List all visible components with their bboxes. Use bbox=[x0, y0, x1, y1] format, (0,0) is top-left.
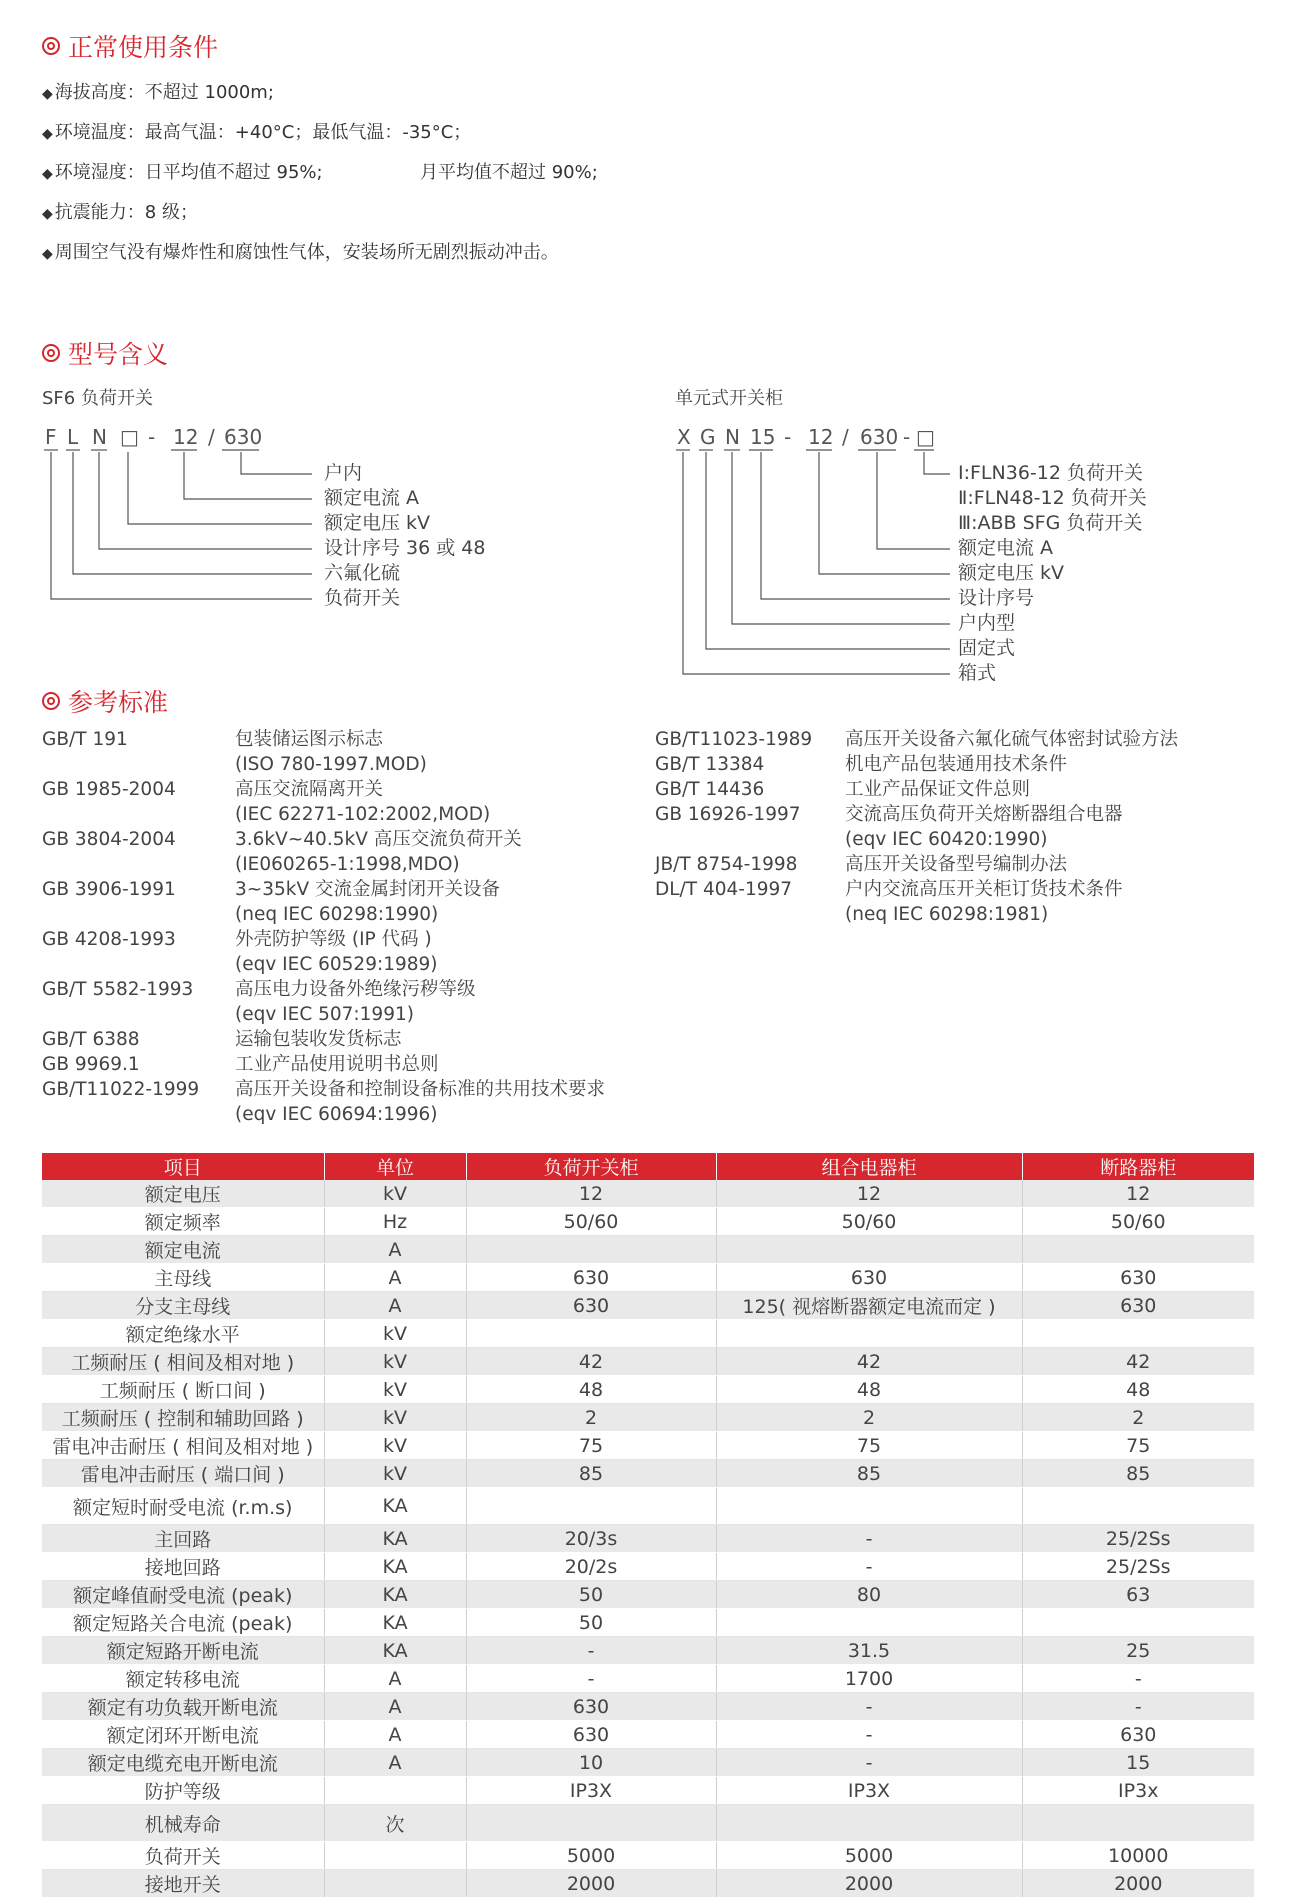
standard-desc: 外壳防护等级 (IP 代码 ) bbox=[235, 929, 432, 950]
table-cell: - bbox=[466, 1637, 716, 1665]
model-code-char: X bbox=[677, 425, 691, 449]
table-row bbox=[42, 1264, 1254, 1292]
table-cell: 额定电压 bbox=[42, 1180, 324, 1208]
standard-desc: (ISO 780-1997.MOD) bbox=[235, 754, 427, 775]
table-row bbox=[42, 1870, 1254, 1898]
model-code-char: G bbox=[700, 425, 716, 449]
condition-item bbox=[42, 158, 323, 184]
table-cell: 12 bbox=[1022, 1180, 1254, 1208]
model-title-text: 型号含义 bbox=[68, 340, 169, 369]
table-cell: KA bbox=[324, 1488, 466, 1525]
table-cell: A bbox=[324, 1749, 466, 1777]
standard-desc: 工业产品保证文件总则 bbox=[845, 779, 1031, 800]
table-cell: 雷电冲击耐压 ( 端口间 ) bbox=[42, 1460, 324, 1488]
condition-item bbox=[42, 78, 274, 104]
standard-code: GB 3804-2004 bbox=[42, 829, 176, 850]
table-cell: kV bbox=[324, 1432, 466, 1460]
table-row bbox=[42, 1665, 1254, 1693]
table-cell: 31.5 bbox=[716, 1637, 1022, 1665]
table-cell: A bbox=[324, 1264, 466, 1292]
section-title-standards bbox=[42, 683, 168, 719]
table-cell: 分支主母线 bbox=[42, 1292, 324, 1320]
spec-table bbox=[42, 1153, 1254, 1898]
model-desc: 额定电压 kV bbox=[324, 512, 431, 534]
standard-code: GB 16926-1997 bbox=[655, 804, 801, 825]
table-cell bbox=[716, 1488, 1022, 1525]
standard-code: GB/T 13384 bbox=[655, 754, 765, 775]
table-cell: 工频耐压 ( 相间及相对地 ) bbox=[42, 1348, 324, 1376]
table-cell: 75 bbox=[1022, 1432, 1254, 1460]
table-cell: 额定有功负载开断电流 bbox=[42, 1693, 324, 1721]
table-cell bbox=[466, 1805, 716, 1842]
standard-code: DL/T 404-1997 bbox=[655, 879, 793, 900]
table-cell bbox=[716, 1609, 1022, 1637]
table-cell: 50/60 bbox=[466, 1208, 716, 1236]
table-cell: 42 bbox=[1022, 1348, 1254, 1376]
table-cell: 85 bbox=[466, 1460, 716, 1488]
diamond-bullet-icon: ◆ bbox=[42, 166, 53, 182]
condition-item bbox=[42, 118, 471, 144]
table-cell: 12 bbox=[716, 1180, 1022, 1208]
table-row bbox=[42, 1292, 1254, 1320]
standard-code: GB 4208-1993 bbox=[42, 929, 176, 950]
table-cell: 额定转移电流 bbox=[42, 1665, 324, 1693]
standard-code: GB 1985-2004 bbox=[42, 779, 176, 800]
table-cell: 1700 bbox=[716, 1665, 1022, 1693]
standard-code: GB/T11022-1999 bbox=[42, 1079, 200, 1100]
table-header-cell: 项目 bbox=[42, 1153, 324, 1180]
table-cell: 雷电冲击耐压 ( 相间及相对地 ) bbox=[42, 1432, 324, 1460]
table-cell: 12 bbox=[466, 1180, 716, 1208]
table-row bbox=[42, 1376, 1254, 1404]
model-left-label: SF6 负荷开关 bbox=[42, 388, 153, 409]
standard-desc: 机电产品包装通用技术条件 bbox=[845, 754, 1068, 775]
standard-desc: 高压交流隔离开关 bbox=[235, 779, 384, 800]
model-code-char: / bbox=[842, 425, 849, 449]
table-cell: A bbox=[324, 1665, 466, 1693]
condition-text: 海拔高度：不超过 1000m; bbox=[54, 82, 274, 103]
model-desc: 设计序号 36 或 48 bbox=[324, 537, 486, 559]
model-desc: 设计序号 bbox=[958, 587, 1035, 609]
table-header-cell: 负荷开关柜 bbox=[466, 1153, 716, 1180]
diamond-bullet-icon: ◆ bbox=[42, 206, 53, 222]
table-row bbox=[42, 1609, 1254, 1637]
table-cell: - bbox=[716, 1721, 1022, 1749]
table-row bbox=[42, 1488, 1254, 1525]
standard-desc: 户内交流高压开关柜订货技术条件 bbox=[845, 879, 1123, 900]
table-cell bbox=[1022, 1488, 1254, 1525]
model-desc: 额定电压 kV bbox=[958, 562, 1065, 584]
model-desc: 固定式 bbox=[958, 637, 1016, 659]
table-cell: kV bbox=[324, 1348, 466, 1376]
table-cell: 2000 bbox=[466, 1870, 716, 1898]
table-cell: kV bbox=[324, 1180, 466, 1208]
table-row bbox=[42, 1693, 1254, 1721]
standard-code: GB/T11023-1989 bbox=[655, 729, 813, 750]
standard-desc: 3.6kV~40.5kV 高压交流负荷开关 bbox=[235, 829, 522, 850]
model-code-char: 15 bbox=[750, 425, 776, 449]
table-cell: - bbox=[716, 1525, 1022, 1553]
table-cell: 63 bbox=[1022, 1581, 1254, 1609]
standard-desc: 高压开关设备六氟化硫气体密封试验方法 bbox=[845, 729, 1179, 750]
table-cell: Hz bbox=[324, 1208, 466, 1236]
standard-desc: (neq IEC 60298:1981) bbox=[845, 904, 1049, 925]
table-cell bbox=[1022, 1609, 1254, 1637]
table-row bbox=[42, 1805, 1254, 1842]
table-cell: IP3X bbox=[716, 1777, 1022, 1805]
model-desc: 箱式 bbox=[958, 662, 997, 684]
table-cell: kV bbox=[324, 1320, 466, 1348]
standard-desc: 高压开关设备和控制设备标准的共用技术要求 bbox=[235, 1079, 606, 1100]
standard-desc: (eqv IEC 60529:1989) bbox=[235, 954, 438, 975]
table-cell: 2000 bbox=[716, 1870, 1022, 1898]
standard-code: GB 3906-1991 bbox=[42, 879, 176, 900]
table-cell: - bbox=[1022, 1665, 1254, 1693]
model-code-char: N bbox=[92, 425, 107, 449]
table-cell: IP3X bbox=[466, 1777, 716, 1805]
circle-bullet-icon bbox=[42, 37, 60, 55]
table-row bbox=[42, 1637, 1254, 1665]
table-cell: 防护等级 bbox=[42, 1777, 324, 1805]
standard-desc: (eqv IEC 60420:1990) bbox=[845, 829, 1048, 850]
table-cell: - bbox=[716, 1553, 1022, 1581]
table-cell: 额定短路开断电流 bbox=[42, 1637, 324, 1665]
standards-title-text: 参考标准 bbox=[68, 688, 169, 717]
model-code-char: - bbox=[784, 425, 792, 449]
table-row bbox=[42, 1721, 1254, 1749]
table-cell: 5000 bbox=[716, 1842, 1022, 1870]
table-cell: 25 bbox=[1022, 1637, 1254, 1665]
table-cell: KA bbox=[324, 1637, 466, 1665]
table-row bbox=[42, 1525, 1254, 1553]
table-cell: 48 bbox=[1022, 1376, 1254, 1404]
model-code-char: 630 bbox=[224, 425, 263, 449]
standard-desc: 运输包装收发货标志 bbox=[235, 1029, 402, 1050]
table-cell: 80 bbox=[716, 1581, 1022, 1609]
model-desc: Ⅲ:ABB SFG 负荷开关 bbox=[958, 512, 1143, 534]
table-cell: 42 bbox=[716, 1348, 1022, 1376]
table-cell: 630 bbox=[466, 1721, 716, 1749]
table-cell: A bbox=[324, 1292, 466, 1320]
standard-desc: (eqv IEC 507:1991) bbox=[235, 1004, 414, 1025]
condition-item bbox=[42, 238, 559, 264]
table-cell: 630 bbox=[1022, 1292, 1254, 1320]
table-cell: 20/3s bbox=[466, 1525, 716, 1553]
table-cell: 额定绝缘水平 bbox=[42, 1320, 324, 1348]
circle-bullet-icon bbox=[42, 692, 60, 710]
table-cell: A bbox=[324, 1721, 466, 1749]
table-row bbox=[42, 1236, 1254, 1264]
table-cell: kV bbox=[324, 1460, 466, 1488]
table-cell: 额定峰值耐受电流 (peak) bbox=[42, 1581, 324, 1609]
standard-desc: 工业产品使用说明书总则 bbox=[235, 1054, 439, 1075]
condition-text: 周围空气没有爆炸性和腐蚀性气体，安装场所无剧烈振动冲击。 bbox=[54, 242, 559, 263]
diamond-bullet-icon: ◆ bbox=[42, 86, 53, 102]
table-cell: 额定闭环开断电流 bbox=[42, 1721, 324, 1749]
section-title-conditions bbox=[42, 28, 218, 64]
table-cell: 额定短时耐受电流 (r.m.s) bbox=[42, 1488, 324, 1525]
condition-item bbox=[42, 198, 198, 224]
table-cell bbox=[324, 1842, 466, 1870]
table-header-cell: 组合电器柜 bbox=[716, 1153, 1022, 1180]
table-cell: 50/60 bbox=[1022, 1208, 1254, 1236]
table-cell: KA bbox=[324, 1525, 466, 1553]
table-cell: 额定电流 bbox=[42, 1236, 324, 1264]
table-row bbox=[42, 1208, 1254, 1236]
model-desc: Ⅰ:FLN36-12 负荷开关 bbox=[958, 462, 1143, 484]
table-cell: 2 bbox=[1022, 1404, 1254, 1432]
table-cell: 额定频率 bbox=[42, 1208, 324, 1236]
table-cell bbox=[324, 1870, 466, 1898]
table-cell: 主母线 bbox=[42, 1264, 324, 1292]
table-cell: 次 bbox=[324, 1805, 466, 1842]
condition-text: 环境温度：最高气温：+40°C；最低气温：-35°C； bbox=[54, 122, 472, 143]
table-cell: 2 bbox=[716, 1404, 1022, 1432]
table-cell: 75 bbox=[466, 1432, 716, 1460]
table-cell: 25/2Ss bbox=[1022, 1553, 1254, 1581]
table-cell: 630 bbox=[1022, 1721, 1254, 1749]
table-cell: 额定短路关合电流 (peak) bbox=[42, 1609, 324, 1637]
table-cell: - bbox=[716, 1749, 1022, 1777]
table-body bbox=[42, 1180, 1254, 1898]
table-cell: 85 bbox=[716, 1460, 1022, 1488]
model-desc: 额定电流 A bbox=[958, 537, 1054, 559]
table-row bbox=[42, 1348, 1254, 1376]
circle-bullet-icon bbox=[42, 344, 60, 362]
model-desc: 额定电流 A bbox=[324, 487, 420, 509]
standard-code: GB/T 14436 bbox=[655, 779, 765, 800]
model-code-char: 12 bbox=[808, 425, 834, 449]
table-header-cell: 单位 bbox=[324, 1153, 466, 1180]
standard-desc: 高压电力设备外绝缘污秽等级 bbox=[235, 979, 476, 1000]
section-title-model bbox=[42, 335, 168, 371]
table-cell: 2000 bbox=[1022, 1870, 1254, 1898]
model-desc: Ⅱ:FLN48-12 负荷开关 bbox=[958, 487, 1147, 509]
model-code-char: □ bbox=[916, 425, 935, 449]
table-cell bbox=[466, 1320, 716, 1348]
table-header-cell: 断路器柜 bbox=[1022, 1153, 1254, 1180]
table-cell: 10 bbox=[466, 1749, 716, 1777]
table-row bbox=[42, 1777, 1254, 1805]
table-cell: - bbox=[716, 1693, 1022, 1721]
table-cell: 50/60 bbox=[716, 1208, 1022, 1236]
table-cell bbox=[716, 1805, 1022, 1842]
table-cell: 630 bbox=[1022, 1264, 1254, 1292]
model-code-char: N bbox=[725, 425, 740, 449]
table-cell: KA bbox=[324, 1581, 466, 1609]
table-cell: A bbox=[324, 1693, 466, 1721]
standard-desc: (neq IEC 60298:1990) bbox=[235, 904, 439, 925]
standard-code: GB 9969.1 bbox=[42, 1054, 140, 1075]
condition-extra-text: 月平均值不超过 90%; bbox=[420, 162, 598, 183]
model-code-char: / bbox=[208, 425, 215, 449]
standard-desc: (IEC 62271-102:2002,MOD) bbox=[235, 804, 491, 825]
table-cell: 50 bbox=[466, 1609, 716, 1637]
table-cell: kV bbox=[324, 1404, 466, 1432]
table-cell: 125( 视熔断器额定电流而定 ) bbox=[716, 1292, 1022, 1320]
standard-desc: (eqv IEC 60694:1996) bbox=[235, 1104, 438, 1125]
table-cell: IP3x bbox=[1022, 1777, 1254, 1805]
table-cell: 48 bbox=[716, 1376, 1022, 1404]
standard-desc: 3~35kV 交流金属封闭开关设备 bbox=[235, 879, 501, 900]
table-row bbox=[42, 1320, 1254, 1348]
table-cell: - bbox=[466, 1665, 716, 1693]
table-cell: 额定电缆充电开断电流 bbox=[42, 1749, 324, 1777]
table-cell: 25/2Ss bbox=[1022, 1525, 1254, 1553]
table-cell: 2 bbox=[466, 1404, 716, 1432]
table-cell: 负荷开关 bbox=[42, 1842, 324, 1870]
model-diagram-lines bbox=[0, 0, 1300, 720]
model-code-char: - bbox=[903, 425, 911, 449]
model-code-char: 630 bbox=[860, 425, 899, 449]
table-cell: 机械寿命 bbox=[42, 1805, 324, 1842]
table-cell: - bbox=[1022, 1693, 1254, 1721]
table-cell bbox=[466, 1488, 716, 1525]
table-row bbox=[42, 1749, 1254, 1777]
model-desc: 负荷开关 bbox=[324, 587, 401, 609]
table-cell: KA bbox=[324, 1553, 466, 1581]
model-desc: 户内 bbox=[324, 462, 363, 484]
diamond-bullet-icon: ◆ bbox=[42, 126, 53, 142]
table-cell bbox=[716, 1236, 1022, 1264]
model-desc: 六氟化硫 bbox=[324, 562, 401, 584]
table-cell: 20/2s bbox=[466, 1553, 716, 1581]
table-cell bbox=[324, 1777, 466, 1805]
table-cell: 630 bbox=[466, 1264, 716, 1292]
standard-desc: 交流高压负荷开关熔断器组合电器 bbox=[845, 804, 1123, 825]
table-cell: 630 bbox=[466, 1693, 716, 1721]
table-cell: 主回路 bbox=[42, 1525, 324, 1553]
standard-code: GB/T 5582-1993 bbox=[42, 979, 194, 1000]
table-cell: KA bbox=[324, 1609, 466, 1637]
standard-desc: 包装储运图示标志 bbox=[235, 729, 384, 750]
conditions-title-text: 正常使用条件 bbox=[68, 33, 219, 62]
model-code-char: F bbox=[45, 425, 57, 449]
table-cell: 工频耐压 ( 控制和辅助回路 ) bbox=[42, 1404, 324, 1432]
table-cell bbox=[1022, 1805, 1254, 1842]
table-row bbox=[42, 1842, 1254, 1870]
model-desc: 户内型 bbox=[958, 612, 1016, 634]
table-cell: 工频耐压 ( 断口间 ) bbox=[42, 1376, 324, 1404]
table-cell: 15 bbox=[1022, 1749, 1254, 1777]
table-cell: 48 bbox=[466, 1376, 716, 1404]
model-right-label: 单元式开关柜 bbox=[675, 388, 783, 409]
diamond-bullet-icon: ◆ bbox=[42, 246, 53, 262]
table-cell: 630 bbox=[716, 1264, 1022, 1292]
table-cell bbox=[466, 1236, 716, 1264]
condition-text: 抗震能力：8 级； bbox=[54, 202, 198, 223]
table-cell: 50 bbox=[466, 1581, 716, 1609]
table-cell bbox=[716, 1320, 1022, 1348]
standard-code: GB/T 6388 bbox=[42, 1029, 140, 1050]
condition-extra bbox=[420, 158, 598, 184]
table-cell: 接地回路 bbox=[42, 1553, 324, 1581]
table-cell: 接地开关 bbox=[42, 1870, 324, 1898]
table-cell bbox=[1022, 1320, 1254, 1348]
table-cell: kV bbox=[324, 1376, 466, 1404]
model-code-char: □ bbox=[120, 425, 139, 449]
table-cell bbox=[1022, 1236, 1254, 1264]
table-cell: 75 bbox=[716, 1432, 1022, 1460]
table-cell: 85 bbox=[1022, 1460, 1254, 1488]
table-row bbox=[42, 1581, 1254, 1609]
table-cell: 5000 bbox=[466, 1842, 716, 1870]
table-row bbox=[42, 1180, 1254, 1208]
standard-desc: (IE060265-1:1998,MDO) bbox=[235, 854, 460, 875]
table-cell: A bbox=[324, 1236, 466, 1264]
model-code-char: L bbox=[67, 425, 79, 449]
table-cell: 42 bbox=[466, 1348, 716, 1376]
table-row bbox=[42, 1404, 1254, 1432]
table-row bbox=[42, 1460, 1254, 1488]
table-cell: 10000 bbox=[1022, 1842, 1254, 1870]
standard-desc: 高压开关设备型号编制办法 bbox=[845, 854, 1068, 875]
model-code-char: - bbox=[148, 425, 156, 449]
table-row bbox=[42, 1432, 1254, 1460]
standard-code: JB/T 8754-1998 bbox=[655, 854, 798, 875]
table-cell: 630 bbox=[466, 1292, 716, 1320]
model-code-char: 12 bbox=[173, 425, 199, 449]
standard-code: GB/T 191 bbox=[42, 729, 128, 750]
table-header-row bbox=[42, 1153, 1254, 1180]
table-row bbox=[42, 1553, 1254, 1581]
condition-text: 环境湿度：日平均值不超过 95%; bbox=[54, 162, 323, 183]
